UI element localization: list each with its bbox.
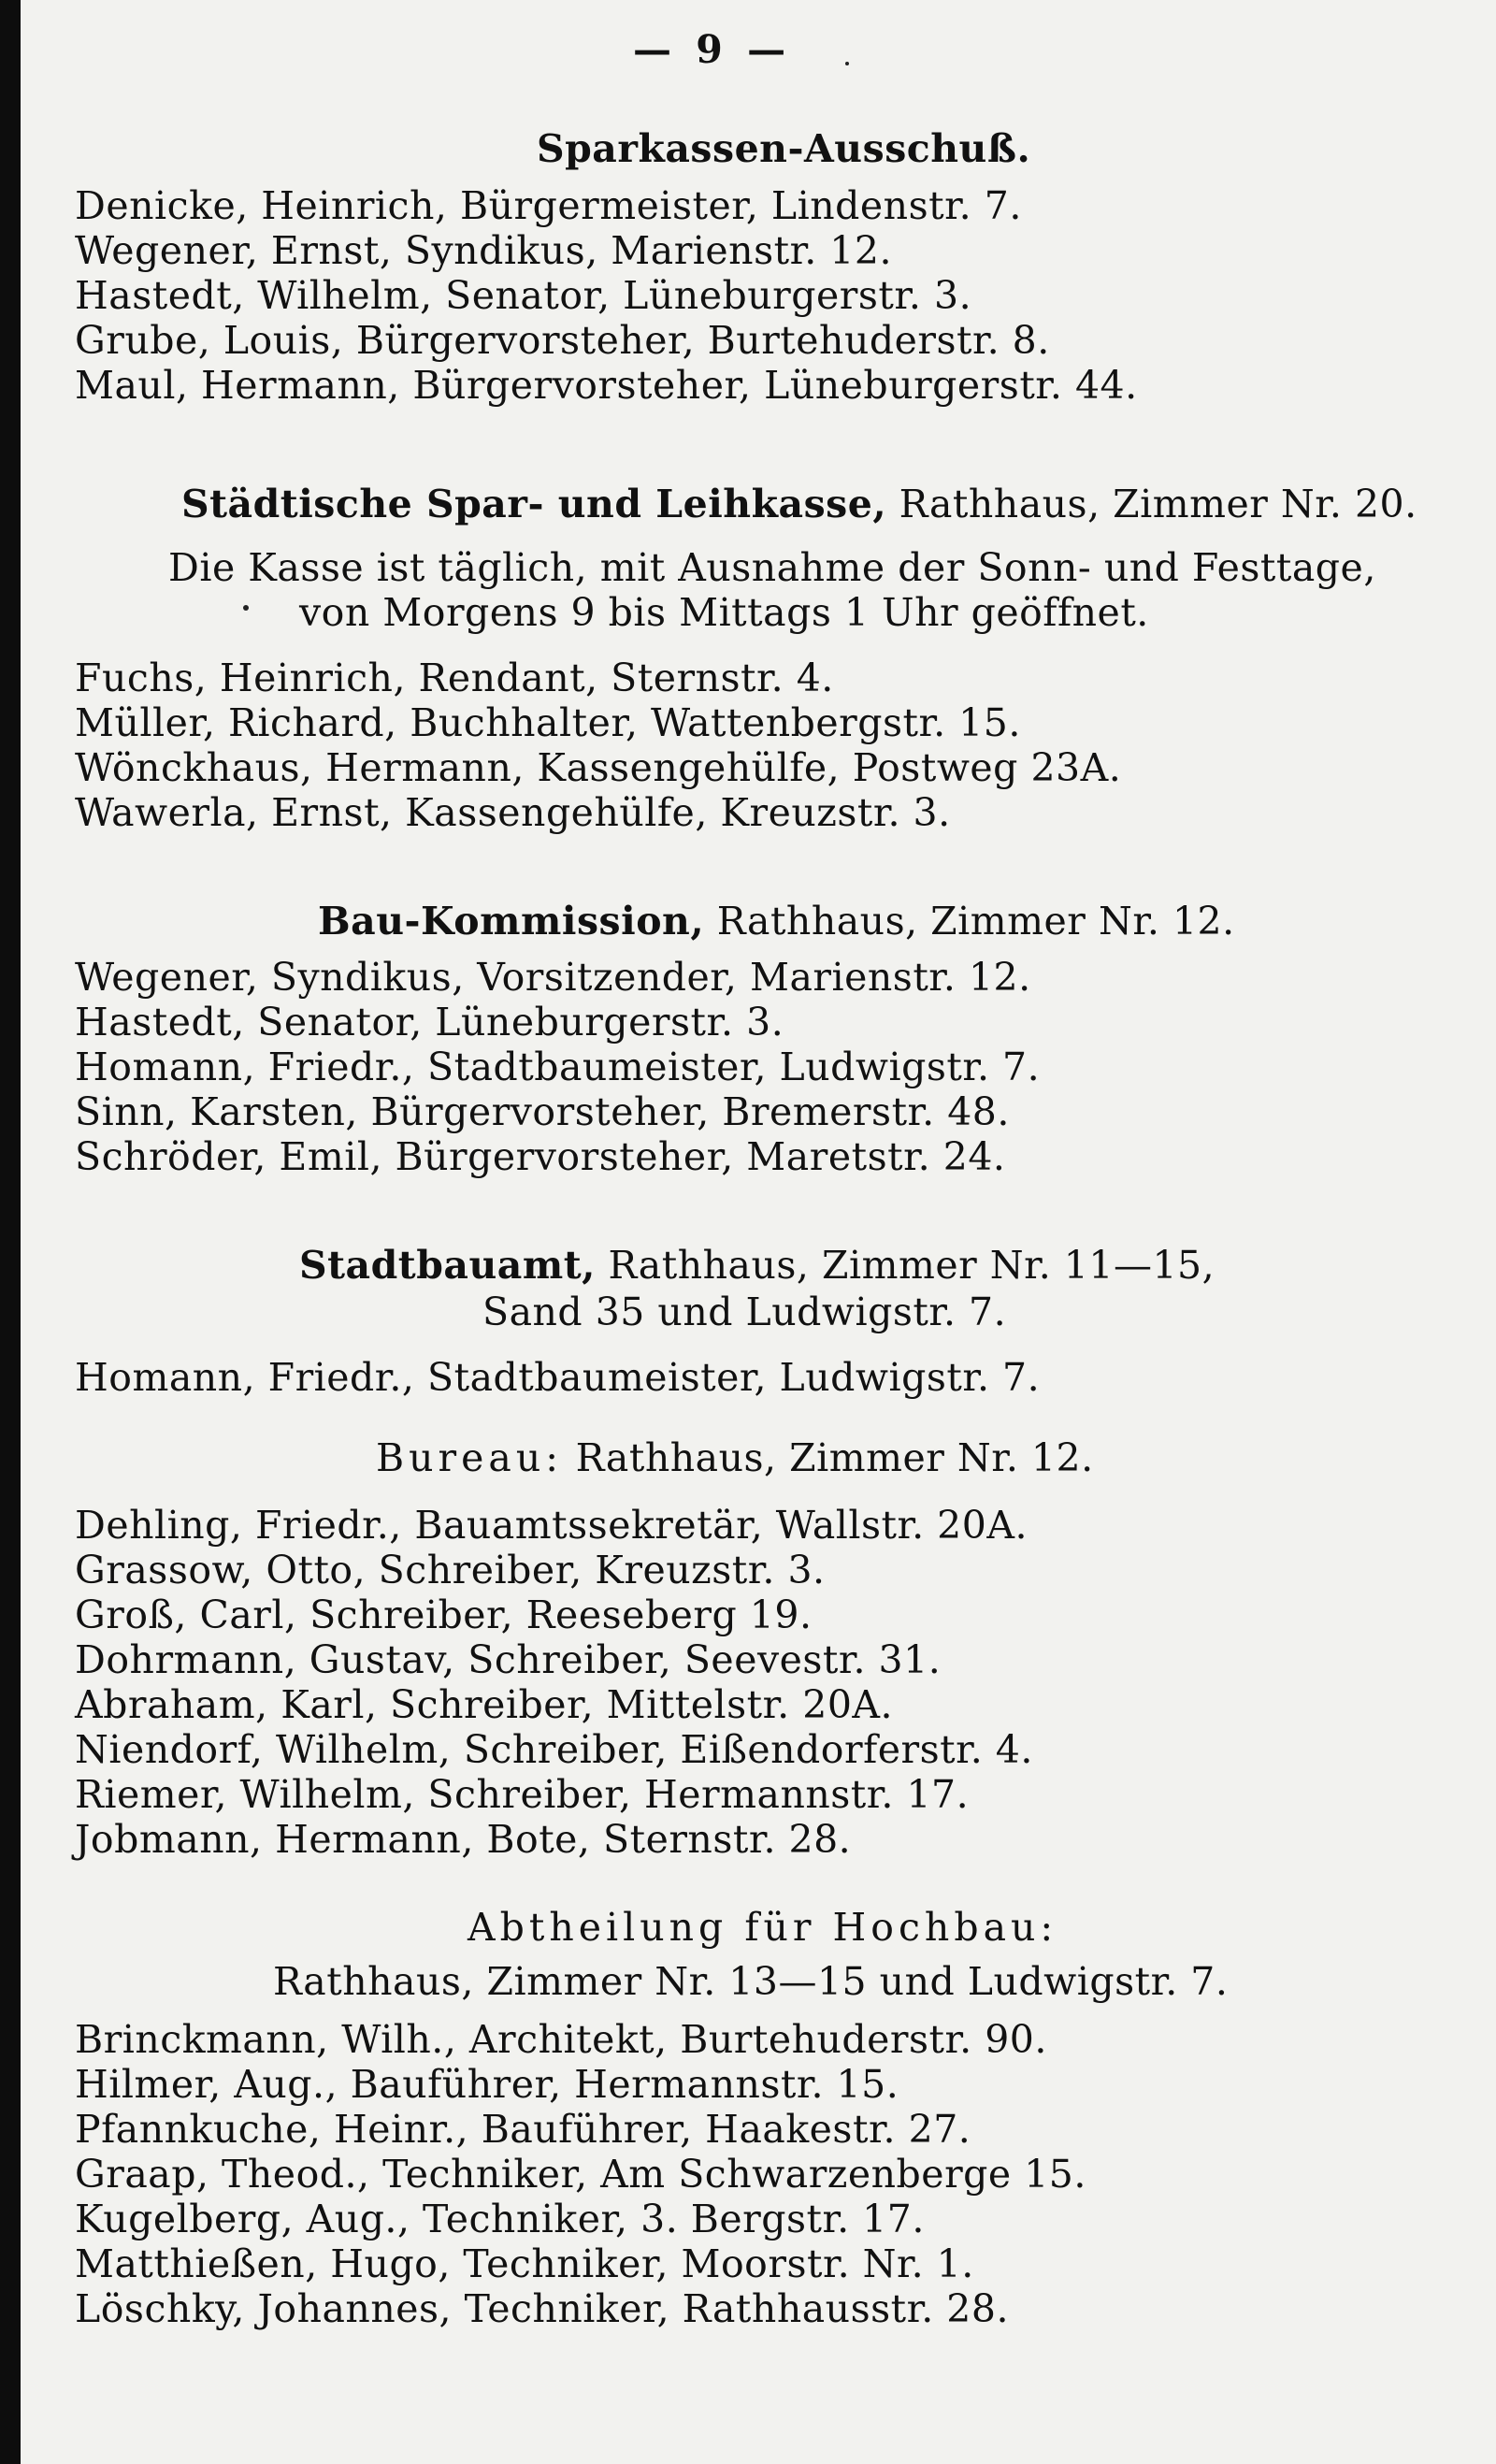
list-entry: Wawerla, Ernst, Kassengehülfe, Kreuzstr. 3. — [75, 790, 951, 835]
list-entry: Fuchs, Heinrich, Rendant, Sternstr. 4. — [75, 656, 834, 700]
list-entry: Brinckmann, Wilh., Architekt, Burtehuderstr. 90. — [75, 2017, 1047, 2062]
section-location-line2: Sand 35 und Ludwigstr. 7. — [482, 1290, 1007, 1334]
section-heading-spar-und-leihkasse — [181, 481, 1417, 527]
list-entry: Homann, Friedr., Stadtbaumeister, Ludwigstr. 7. — [75, 1355, 1041, 1400]
section-location-line2: Rathhaus, Zimmer Nr. 13—15 und Ludwigstr. 7. — [273, 1959, 1229, 2004]
section-heading-bau-kommission — [318, 898, 1235, 944]
list-entry: Wegener, Syndikus, Vorsitzender, Marienstr. 12. — [75, 955, 1031, 1000]
section-location: Rathhaus, Zimmer Nr. 20. — [899, 482, 1417, 526]
section-heading-bureau — [376, 1434, 1094, 1481]
list-entry: Homann, Friedr., Stadtbaumeister, Ludwigstr. 7. — [75, 1045, 1041, 1089]
list-entry: Matthießen, Hugo, Techniker, Moorstr. Nr. 1. — [75, 2241, 974, 2286]
section-heading-stadtbauamt — [299, 1242, 1215, 1289]
list-entry: Hilmer, Aug., Bauführer, Hermannstr. 15. — [75, 2062, 899, 2107]
list-entry: Sinn, Karsten, Bürgervorsteher, Bremerstr. 48. — [75, 1089, 1010, 1134]
list-entry: Wegener, Ernst, Syndikus, Marienstr. 12. — [75, 228, 892, 273]
list-entry: Graap, Theod., Techniker, Am Schwarzenberge 15. — [75, 2152, 1086, 2197]
list-entry: Abraham, Karl, Schreiber, Mittelstr. 20A. — [75, 1682, 894, 1727]
section-location: Rathhaus, Zimmer Nr. 11—15, — [608, 1243, 1216, 1288]
list-entry: Jobmann, Hermann, Bote, Sternstr. 28. — [75, 1817, 852, 1862]
section-heading-sparkassen-ausschuss: Sparkassen-Ausschuß. — [537, 126, 1031, 171]
section-heading-abtheilung-hochbau: Abtheilung für Hochbau: — [468, 1905, 1058, 1950]
section-location: Rathhaus, Zimmer Nr. 12. — [716, 899, 1235, 944]
list-entry: Niendorf, Wilhelm, Schreiber, Eißendorferstr. 4. — [75, 1727, 1033, 1772]
list-entry: Dehling, Friedr., Bauamtssekretär, Wallstr. 20A. — [75, 1503, 1028, 1548]
list-entry: Hastedt, Senator, Lüneburgerstr. 3. — [75, 1000, 784, 1045]
list-entry: Löschky, Johannes, Techniker, Rathhausstr. 28. — [75, 2286, 1009, 2331]
print-speck — [243, 605, 249, 611]
opening-hours-note: von Morgens 9 bis Mittags 1 Uhr geöffnet. — [299, 590, 1149, 635]
print-speck — [845, 62, 849, 65]
list-entry: Pfannkuche, Heinr., Bauführer, Haakestr. 27. — [75, 2107, 971, 2152]
list-entry: Wönckhaus, Hermann, Kassengehülfe, Postweg 23A. — [75, 745, 1122, 790]
list-entry: Grassow, Otto, Schreiber, Kreuzstr. 3. — [75, 1548, 826, 1592]
list-entry: Maul, Hermann, Bürgervorsteher, Lüneburgerstr. 44. — [75, 363, 1138, 408]
list-entry: Grube, Louis, Bürgervorsteher, Burtehuderstr. 8. — [75, 318, 1050, 363]
page-number: — 9 — — [633, 27, 792, 72]
list-entry: Dohrmann, Gustav, Schreiber, Seevestr. 31. — [75, 1637, 942, 1682]
section-title: Bau-Kommission, — [318, 899, 705, 944]
list-entry: Schröder, Emil, Bürgervorsteher, Maretstr. 24. — [75, 1134, 1006, 1179]
section-title: Bureau: — [376, 1435, 564, 1480]
list-entry: Groß, Carl, Schreiber, Reeseberg 19. — [75, 1592, 813, 1637]
list-entry: Müller, Richard, Buchhalter, Wattenbergstr. 15. — [75, 700, 1021, 745]
list-entry: Hastedt, Wilhelm, Senator, Lüneburgerstr. 3. — [75, 273, 972, 318]
document-page — [21, 0, 1496, 2464]
section-location: Rathhaus, Zimmer Nr. 12. — [575, 1435, 1094, 1480]
opening-hours-note: Die Kasse ist täglich, mit Ausnahme der Sonn- und Festtage, — [168, 545, 1376, 590]
section-title: Städtische Spar- und Leihkasse, — [181, 482, 887, 526]
section-title: Stadtbauamt, — [299, 1243, 596, 1288]
list-entry: Riemer, Wilhelm, Schreiber, Hermannstr. 17. — [75, 1772, 970, 1817]
list-entry: Kugelberg, Aug., Techniker, 3. Bergstr. 17. — [75, 2197, 925, 2241]
list-entry: Denicke, Heinrich, Bürgermeister, Lindenstr. 7. — [75, 183, 1022, 228]
